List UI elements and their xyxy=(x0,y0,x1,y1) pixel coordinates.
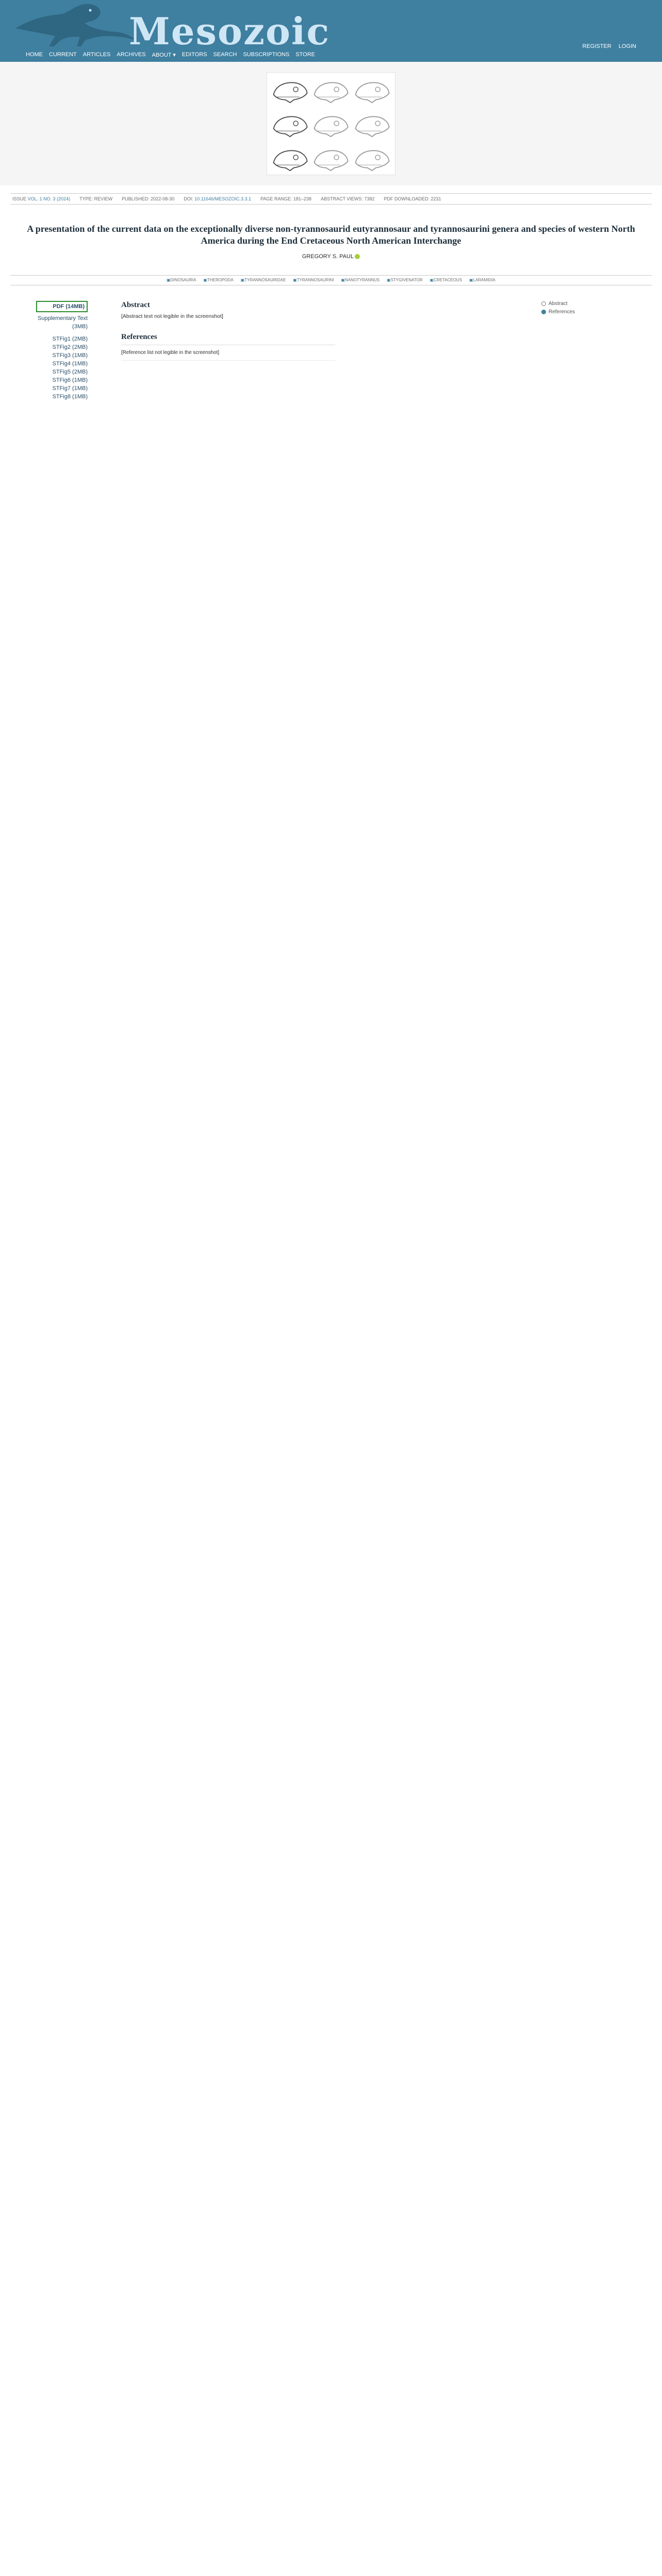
file-downloads-sidebar xyxy=(36,301,88,401)
supplementary-text-link[interactable]: Supplementary Text (3MB) xyxy=(37,315,88,330)
nav-item-editors[interactable]: EDITORS xyxy=(181,52,207,58)
author-name[interactable]: GREGORY S. PAUL xyxy=(302,253,354,260)
skull-drawing xyxy=(271,145,309,176)
nav-item-search[interactable]: SEARCH xyxy=(213,52,237,58)
radio-label: Abstract xyxy=(549,300,568,307)
nav-item-store[interactable]: STORE xyxy=(295,52,316,58)
reference-item: [Reference list not legible in the screenshot] xyxy=(121,345,335,361)
nav-item-articles[interactable]: ARTICLES xyxy=(82,52,111,58)
section-radio-abstract[interactable] xyxy=(541,301,624,307)
skull-drawing xyxy=(271,77,309,108)
site-header xyxy=(0,0,662,62)
nav-item-archives[interactable]: ARCHIVES xyxy=(117,52,146,58)
skull-drawing xyxy=(312,77,350,108)
meta-published: PUBLISHED: 2022-08-30 xyxy=(122,196,175,201)
keyword-tag[interactable]: ▣ NANOTYRANNUS xyxy=(341,278,379,282)
skull-drawing xyxy=(353,145,391,176)
figure-links-list xyxy=(36,335,88,401)
meta-pdf-downloads: PDF DOWNLOADED: 2231 xyxy=(384,196,441,201)
meta-pages: PAGE RANGE: 181–238 xyxy=(260,196,312,201)
keyword-tag[interactable]: ▣ DINOSAURIA xyxy=(167,278,196,282)
keyword-tag[interactable]: ▣ LARAMIDIA xyxy=(469,278,495,282)
site-brand-title[interactable]: Mesozoic xyxy=(129,9,330,53)
meta-type: TYPE: REVIEW xyxy=(79,196,113,201)
primary-navigation xyxy=(26,52,315,58)
dinosaur-logo-icon xyxy=(13,0,137,46)
figure-download-link[interactable]: STFig7 (1MB) xyxy=(52,385,88,392)
keyword-tag[interactable]: ▣ THEROPODA xyxy=(204,278,234,282)
figure-download-link[interactable]: STFig8 (1MB) xyxy=(52,393,88,400)
keyword-tag[interactable]: ▣ TYRANNOSAURINI xyxy=(293,278,334,282)
meta-abstract-views: ABSTRACT VIEWS: 7382 xyxy=(321,196,375,201)
nav-item-home[interactable]: HOME xyxy=(26,52,43,58)
author-line xyxy=(0,253,662,260)
skull-drawing xyxy=(353,111,391,142)
nav-item-subscriptions[interactable]: SUBSCRIPTIONS xyxy=(243,52,290,58)
figure-download-link[interactable]: STFig1 (2MB) xyxy=(52,335,88,342)
figure-download-link[interactable]: STFig5 (2MB) xyxy=(52,368,88,375)
skull-drawing xyxy=(312,111,350,142)
figure-download-link[interactable]: STFig2 (2MB) xyxy=(52,344,88,350)
article-title: A presentation of the current data on the exceptionally diverse non-tyrannosaurid eutyrannosaur and tyrannosaurini genera and species of western North America during the End Cretaceous North American Interchange xyxy=(27,224,635,246)
meta-doi[interactable]: DOI: 10.11646/MESOZOIC.3.3.1 xyxy=(184,196,252,201)
meta-issue[interactable]: ISSUE VOL. 1 NO. 3 (2024) xyxy=(12,196,71,201)
references-heading: References xyxy=(121,332,157,341)
user-navigation xyxy=(583,43,636,49)
user-nav-login[interactable]: LOGIN xyxy=(618,43,636,49)
skull-comparison-figure xyxy=(267,72,395,175)
radio-indicator[interactable] xyxy=(541,310,546,314)
figure-download-link[interactable]: STFig4 (1MB) xyxy=(52,360,88,367)
keyword-tag[interactable]: ▣ STYGIVENATOR xyxy=(387,278,423,282)
abstract-heading: Abstract xyxy=(121,300,150,309)
keyword-strip xyxy=(10,275,652,285)
main-article-column xyxy=(121,301,335,361)
figure-download-link[interactable]: STFig6 (1MB) xyxy=(52,377,88,383)
section-radio-references[interactable] xyxy=(541,309,624,315)
figure-download-link[interactable]: STFig3 (1MB) xyxy=(52,352,88,359)
keyword-tag[interactable]: ▣ TYRANNOSAURIDAE xyxy=(241,278,286,282)
cover-figure-banner xyxy=(0,62,662,185)
skull-drawing xyxy=(271,111,309,142)
radio-label: References xyxy=(549,309,575,315)
pdf-download-link[interactable]: PDF (14MB) xyxy=(36,301,88,312)
nav-item-current[interactable]: CURRENT xyxy=(49,52,77,58)
references-list xyxy=(121,345,335,361)
skull-drawing xyxy=(353,77,391,108)
skull-drawing xyxy=(312,145,350,176)
nav-item-about[interactable]: ABOUT ▾ xyxy=(152,52,176,58)
keyword-tag[interactable]: ▣ CRETACEOUS xyxy=(430,278,462,282)
abstract-body: [Abstract text not legible in the screenshot] xyxy=(121,313,223,319)
radio-indicator[interactable] xyxy=(541,301,546,306)
section-jump-sidebar xyxy=(541,301,624,317)
user-nav-register[interactable]: REGISTER xyxy=(582,43,611,49)
article-meta-strip xyxy=(10,193,652,205)
orcid-icon[interactable] xyxy=(355,254,360,259)
